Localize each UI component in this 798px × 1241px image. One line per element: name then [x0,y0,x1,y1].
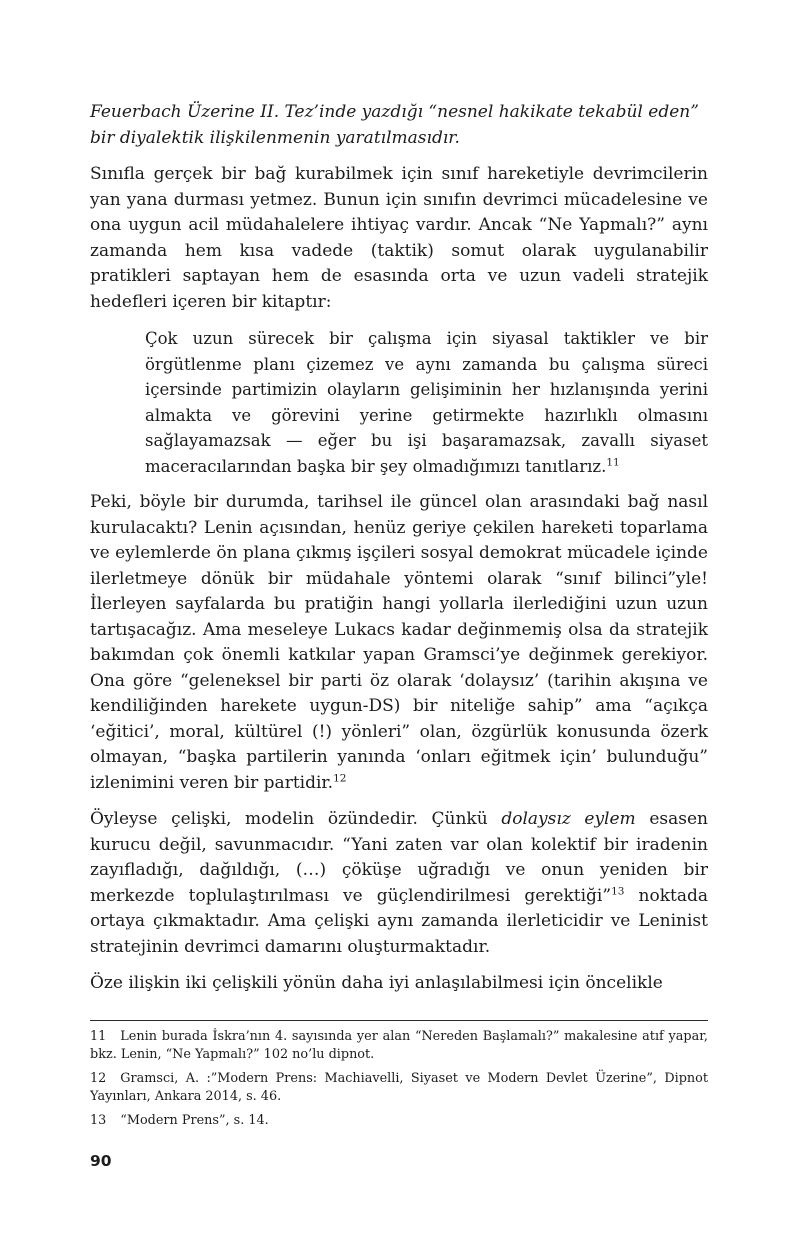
footnote-divider [90,1020,708,1021]
paragraph-3-segment-1: Öyleyse çelişki, modelin özündedir. Çünkü [90,809,502,829]
paragraph-3 [90,807,708,960]
footnote-12-text: Gramsci, A. :”Modern Prens: Machiavelli, Siyaset ve Modern Devlet Üzerine”, Dipnot Yayınları, Ankara 2014, s. 46. [90,1071,708,1104]
footnote-13 [90,1112,708,1130]
footnote-11-number: 11 [90,1029,107,1044]
paragraph-1: Sınıfla gerçek bir bağ kurabilmek için sınıf hareketiyle devrimcilerin yan yana durması yetmez. Bunun için sınıfın devrimci mücadelesine ve ona uygun acil müdahalelere ihtiyaç vardır. Ancak “Ne Yapmalı?” aynı zamanda hem kısa vadede (taktik) somut olarak uygulanabilir pratikleri saptayan hem de esasında orta ve uzun vadeli stratejik hedefleri içeren bir kitaptır: [90,164,708,312]
paragraph-3-segment-3: noktada ortaya çıkmaktadır. Ama çelişki aynı zamanda ilerleticidir ve Leninist stratejinin devrimci damarını oluşturmaktadır. [90,885,708,957]
footnote-ref-12: 12 [333,771,347,784]
footnotes-section [90,1020,708,1137]
paragraph-2 [90,490,708,796]
paragraph-3-segment-2: esasen kurucu değil, savunmacıdır. “Yani zaten var olan kolektif bir iradenin zayıfladığı, dağıldığı, (…) çöküşe uğradığı ve onun yeniden bir merkezde toplulaştırılması ve güçlendirilmesi gerektiği” [90,809,708,906]
footnote-11 [90,1028,708,1063]
paragraph-3-italic-phrase: dolaysız eylem [501,809,636,829]
footnote-ref-11: 11 [606,456,620,468]
footnote-12-number: 12 [90,1071,107,1086]
blockquote-text: Çok uzun sürecek bir çalışma için siyasal taktikler ve bir örgütlenme planı çizemez ve aynı zamanda bu çalışma süreci içersinde partimizin olayların gelişiminin her hızlanışında yerini almakta ve görevini yerine getirmekte hazırlıklı olmasını sağlayamazsak — eğer bu işi başaramazsak, zavallı siyaset maceracılarından başka bir şey olmadığımızı tanıtlarız. [145,329,708,476]
epigraph: Feuerbach Üzerine II. Tez’inde yazdığı “nesnel hakikate tekabül eden” bir diyalektik ilişkilenmenin yaratılmasıdır. [90,102,699,148]
footnote-ref-13: 13 [611,884,625,897]
page-number: 90 [90,1152,112,1170]
footnote-12 [90,1070,708,1105]
footnote-11-text: Lenin burada İskra’nın 4. sayısında yer alan “Nereden Başlamalı?” makalesine atıf yapar, bkz. Lenin, “Ne Yapmalı?” 102 no’lu dipnot. [90,1029,708,1062]
page-body [90,100,708,1008]
footnote-13-text: “Modern Prens”, s. 14. [120,1113,269,1128]
blockquote [145,326,708,479]
footnote-13-number: 13 [90,1113,107,1128]
paragraph-2-text: Peki, böyle bir durumda, tarihsel ile güncel olan arasındaki bağ nasıl kurulacaktı? Lenin açısından, henüz geriye çekilen hareketi toparlama ve eylemlerde ön plana çıkmış işçileri sosyal demokrat mücadele içinde ilerletmeye dönük bir müdahale yöntemi olarak “sınıf bilinci”yle! İlerleyen sayfalarda bu pratiğin hangi yollarla ilerlediğini uzun uzun tartışacağız. Ama meseleye Lukacs kadar değinmemiş olsa da stratejik bakımdan çok önemli katkılar yapan Gramsci’ye değinmek gerekiyor. Ona göre “geleneksel bir parti öz olarak ‘dolaysız’ (tarihin akışına ve kendiliğinden harekete uygun-DS) bir niteliğe sahip” ama “açıkça ‘eğitici’, moral, kültürel (!) yönleri” olan, özgürlük konusunda özerk olmayan, “başka partilerin yanında ‘onları eğitmek için’ bulunduğu” izlenimini veren bir partidir. [90,492,708,793]
paragraph-4: Öze ilişkin iki çelişkili yönün daha iyi anlaşılabilmesi için öncelikle [90,973,663,993]
